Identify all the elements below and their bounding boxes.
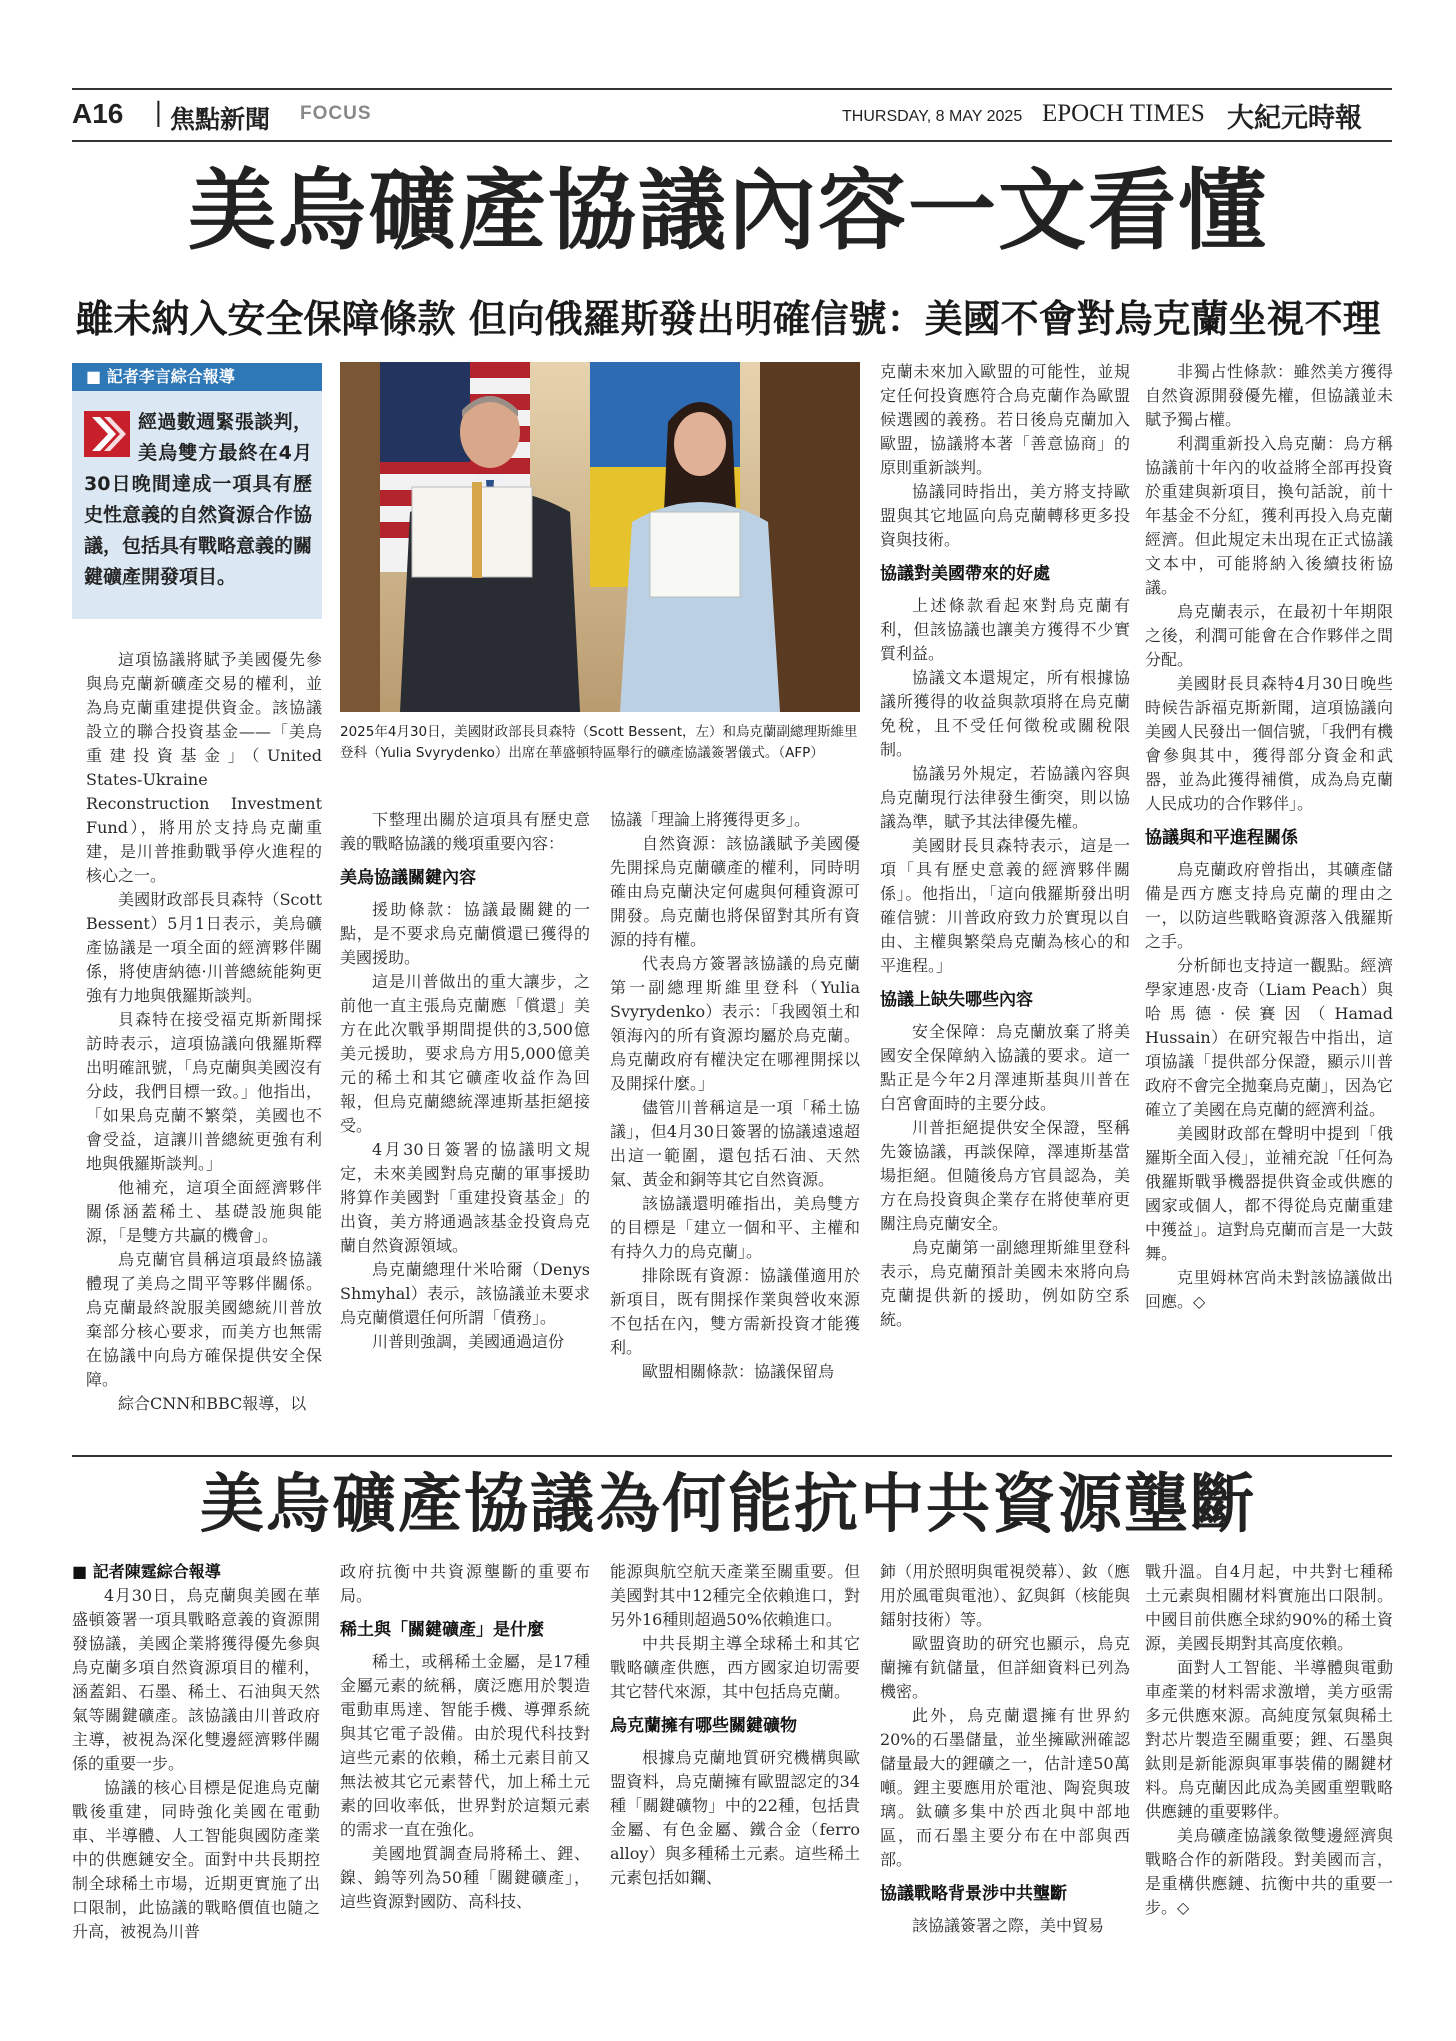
photo-caption: 2025年4月30日，美國財政部長貝森特（Scott Bessent，左）和烏克蘭副總理斯維里登科（Yulia Svyrydenko）出席在華盛頓特區舉行的礦產協議簽署儀式。（AFP） <box>340 724 858 761</box>
paragraph: 儘管川普稱這是一項「稀土協議」，但4月30日簽署的協議遠遠超出這一範圍，還包括石油、天然氣、黃金和銅等其它自然資源。 <box>610 1098 860 1189</box>
article2-column-3 <box>610 1560 860 1890</box>
paragraph: 烏克蘭表示，在最初十年期限之後，利潤可能會在合作夥伴之間分配。 <box>1145 602 1393 669</box>
issue-date: THURSDAY, 8 MAY 2025 <box>842 108 1023 125</box>
paragraph: 非獨占性條款：雖然美方獲得自然資源開發優先權，但協議並未賦予獨占權。 <box>1145 362 1393 429</box>
paragraph: 綜合CNN和BBC報導，以 <box>118 1394 307 1413</box>
paragraph: 安全保障：烏克蘭放棄了將美國安全保障納入協議的要求。這一點正是今年2月澤連斯基與川普在白宮會面時的主要分歧。 <box>880 1022 1130 1113</box>
paragraph: 貝森特在接受福克斯新聞採訪時表示，這項協議向俄羅斯釋出明確訊號，「烏克蘭與美國沒有分歧，我們目標一致。」他指出，「如果烏克蘭不繁榮，美國也不會受益，這讓川普總統更強有利地與俄羅斯談判。」 <box>86 1010 322 1173</box>
paragraph: 政府抗衡中共資源壟斷的重要布局。 <box>340 1562 590 1605</box>
paragraph: 烏克蘭總理什米哈爾（Denys Shmyhal）表示，該協議並未要求烏克蘭償還任何所謂「債務」。 <box>340 1260 590 1327</box>
paragraph: 該協議還明確指出，美烏雙方的目標是「建立一個和平、主權和有持久力的烏克蘭」。 <box>610 1194 860 1261</box>
article-column-4 <box>880 360 1130 1332</box>
paragraph: 協議的核心目標是促進烏克蘭戰後重建，同時強化美國在電動車、半導體、人工智能與國防產業中的供應鏈安全。面對中共長期控制全球稀土市場，近期更實施了出口限制，此協議的戰略價值也隨之升高，被視為川普 <box>72 1778 320 1941</box>
paragraph: 利潤重新投入烏克蘭：烏方稱協議前十年內的收益將全部再投資於重建與新項目，換句話說，前十年基金不分紅，獲利再投入烏克蘭經濟。但此規定未出現在正式協議文本中，可能將納入後續技術協議。 <box>1145 434 1393 597</box>
paragraph: 協議另外規定，若協議內容與烏克蘭現行法律發生衝突，則以協議為準，賦予其法律優先權。 <box>880 764 1130 831</box>
masthead <box>72 88 1392 142</box>
paragraph: 分析師也支持這一觀點。經濟學家連恩·皮奇（Liam Peach）與哈馬德·侯賽因（Hamad Hussain）在研究報告中指出，這項協議「提供部分保證，顯示川普政府不會完全拋棄烏克蘭」，因為它確立了美國在烏克蘭的經濟利益。 <box>1145 956 1394 1119</box>
paragraph: 鈰（用於照明與電視熒幕）、釹（應用於風電與電池）、釔與鉺（核能與鐳射技術）等。 <box>880 1562 1130 1629</box>
paragraph: 烏克蘭第一副總理斯維里登科表示，烏克蘭預計美國未來將向烏克蘭提供新的援助，例如防空系統。 <box>880 1238 1130 1329</box>
paragraph: 美國財長貝森特4月30日晚些時候告訴福克斯新聞，這項協議向美國人民發出一個信號，「我們有機會參與其中，獲得部分資金和武器，並為此獲得補償，成為烏克蘭人民成功的合作夥伴」。 <box>1145 674 1394 813</box>
paragraph: 協議「理論上將獲得更多」。 <box>610 810 811 829</box>
article2-headline: 美烏礦產協議為何能抗中共資源壟斷 <box>200 1467 1256 1542</box>
paragraph: 協議同時指出，美方將支持歐盟與其它地區向烏克蘭轉移更多投資與技術。 <box>880 482 1130 549</box>
paragraph: 川普拒絕提供安全保證，堅稱先簽協議，再談保障，澤連斯基當場拒絕。但隨後烏方官員認為，美方在烏投資與企業存在將使華府更關注烏克蘭安全。 <box>880 1118 1130 1233</box>
paragraph: 歐盟資助的研究也顯示，烏克蘭擁有鈧儲量，但詳細資料已列為機密。 <box>880 1634 1130 1701</box>
section-subheading: 協議與和平進程關係 <box>1145 828 1298 848</box>
article-column-1 <box>86 648 322 1416</box>
paragraph: 自然資源：該協議賦予美國優先開採烏克蘭礦產的權利，同時明確由烏克蘭決定何處與何種資源可開發。烏克蘭也將保留對其所有資源的持有權。 <box>610 834 860 949</box>
paragraph: 美國財政部在聲明中提到「俄羅斯全面入侵」，並補充說「任何為俄羅斯戰爭機器提供資金或供應的國家或個人，都不得從烏克蘭重建中獲益」。這對烏克蘭而言是一大鼓舞。 <box>1145 1124 1394 1263</box>
paragraph: 該協議簽署之際，美中貿易 <box>912 1916 1105 1935</box>
lead-text: 經過數週緊張談判，美烏雙方最終在4月30日晚間達成一項具有歷史性意義的自然資源合作協議，包括具有戰略意義的關鍵礦產開發項目。 <box>84 411 313 588</box>
paragraph: 川普則強調，美國通過這份 <box>372 1332 565 1351</box>
paragraph: 4月30日，烏克蘭與美國在華盛頓簽署一項具戰略意義的資源開發協議，美國企業將獲得優先參與烏克蘭多項自然資源項目的權利，涵蓋鋁、石墨、稀土、石油與天然氣等關鍵礦產。該協議由川普政府主導，被視為深化雙邊經濟夥伴關係的重要一步。 <box>72 1586 320 1773</box>
paragraph: 他補充，這項全面經濟夥伴關係涵蓋稀土、基礎設施與能源，「是雙方共贏的機會」。 <box>86 1178 322 1245</box>
paragraph: 下整理出關於這項具有歷史意義的戰略協議的幾項重要內容： <box>340 810 590 853</box>
paragraph: 克蘭未來加入歐盟的可能性，並規定任何投資應符合烏克蘭作為歐盟候選國的義務。若日後烏克蘭加入歐盟，協議將本著「善意協商」的原則重新談判。 <box>880 362 1130 477</box>
paragraph: 4月30日簽署的協議明文規定，未來美國對烏克蘭的軍事援助將算作美國對「重建投資基金」的出資，美方將通過該基金投資烏克蘭自然資源領域。 <box>340 1140 590 1255</box>
section-subheading: 稀土與「關鍵礦產」是什麼 <box>340 1620 544 1640</box>
paper-name-en: EPOCH TIMES <box>1042 100 1205 127</box>
paragraph: 稀土，或稱稀土金屬，是17種金屬元素的統稱，廣泛應用於製造電動車馬達、智能手機、導彈系統與其它電子設備。由於現代科技對這些元素的依賴，稀土元素目前又無法被其它元素替代，加上稀土元素的回收率低，世界對於這類元素的需求一直在強化。 <box>340 1652 590 1839</box>
article2-column-4 <box>880 1560 1130 1938</box>
paper-name-zh: 大紀元時報 <box>1227 103 1362 134</box>
section-divider <box>72 1455 1392 1457</box>
paragraph: 烏克蘭官員稱這項最終協議體現了美烏之間平等夥伴關係。烏克蘭最終說服美國總統川普放棄部分核心要求，而美方也無需在協議中向烏方確保提供安全保障。 <box>86 1250 322 1389</box>
paragraph: 援助條款：協議最關鍵的一點，是不要求烏克蘭償還已獲得的美國援助。 <box>340 900 590 967</box>
chevron-right-icon <box>84 411 130 457</box>
paragraph: 能源與航空航天產業至關重要。但美國對其中12種完全依賴進口，對另外16種則超過50%依賴進口。 <box>610 1562 860 1629</box>
masthead-divider: | <box>154 98 163 128</box>
paragraph: 根據烏克蘭地質研究機構與歐盟資料，烏克蘭擁有歐盟認定的34種「關鍵礦物」中的22種，包括貴金屬、有色金屬、鐵合金（ferro alloy）與多種稀土元素。這些稀土元素包括如鑭、 <box>610 1748 860 1887</box>
paragraph: 美烏礦產協議象徵雙邊經濟與戰略合作的新階段。對美國而言，是重構供應鏈、抗衡中共的重要一步。◇ <box>1145 1826 1393 1917</box>
paragraph: 這項協議將賦予美國優先參與烏克蘭新礦產交易的權利，並為烏克蘭重建提供資金。該協議設立的聯合投資基金——「美烏重建投資基金」（United States-Ukraine Reconstruction Investment Fund），將用於支持烏克蘭重建，是川普推動戰爭停火進程的核心之一。 <box>86 650 322 885</box>
paragraph: 上述條款看起來對烏克蘭有利，但該協議也讓美方獲得不少實質利益。 <box>880 596 1130 663</box>
article2-column-1 <box>72 1560 320 1944</box>
paragraph: 排除既有資源：協議僅適用於新項目，既有開採作業與營收來源不包括在內，雙方需新投資才能獲利。 <box>610 1266 860 1357</box>
paragraph: 歐盟相關條款：協議保留烏 <box>642 1362 835 1381</box>
section-subheading: 美烏協議關鍵內容 <box>340 868 476 888</box>
article-subheadline: 雖未納入安全保障條款 但向俄羅斯發出明確信號：美國不會對烏克蘭坐視不理 <box>75 297 1381 341</box>
paragraph: 這是川普做出的重大讓步，之前他一直主張烏克蘭應「償還」美方在此次戰爭期間提供的3,500億美元援助，要求烏方用5,000億美元的稀土和其它礦產收益作為回報，但烏克蘭總統澤連斯基拒絕接受。 <box>340 972 590 1135</box>
paragraph: 中共長期主導全球稀土和其它戰略礦產供應，西方國家迫切需要其它替代來源，其中包括烏克蘭。 <box>610 1634 860 1701</box>
article-headline: 美烏礦產協議內容一文看懂 <box>187 158 1268 262</box>
section-title: 焦點新聞 <box>170 105 271 134</box>
paragraph: 美國地質調查局將稀土、鋰、鎳、鎢等列為50種「關鍵礦產」，這些資源對國防、高科技、 <box>340 1844 590 1911</box>
lead-box <box>72 391 322 619</box>
paragraph: 美國財政部長貝森特（Scott Bessent）5月1日表示，美烏礦產協議是一項全面的經濟夥伴關係，將使唐納德·川普總統能夠更強有力地與俄羅斯談判。 <box>86 890 322 1005</box>
paragraph: 美國財長貝森特表示，這是一項「具有歷史意義的經濟夥伴關係」。他指出，「這向俄羅斯發出明確信號：川普政府致力於實現以自由、主權與繁榮烏克蘭為核心的和平進程。」 <box>880 836 1130 975</box>
paragraph: 烏克蘭政府曾指出，其礦產儲備是西方應支持烏克蘭的理由之一，以防這些戰略資源落入俄羅斯之手。 <box>1145 860 1393 951</box>
paragraph: 協議文本還規定，所有根據協議所獲得的收益與款項將在烏克蘭免稅，且不受任何徵稅或關稅限制。 <box>880 668 1130 759</box>
article2-column-5 <box>1145 1560 1393 1920</box>
section-subheading: 協議對美國帶來的好處 <box>880 564 1050 584</box>
paragraph: 面對人工智能、半導體與電動車產業的材料需求激增，美方亟需多元供應來源。高純度氖氣與稀土對芯片製造至關重要；鋰、石墨與鈦則是新能源與軍事裝備的關鍵材料。烏克蘭因此成為美國重塑戰略供應鏈的重要夥伴。 <box>1145 1658 1393 1821</box>
paragraph: 克里姆林宮尚未對該協議做出回應。◇ <box>1145 1268 1393 1311</box>
paragraph: 戰升溫。自4月起，中共對七種稀土元素與相關材料實施出口限制。中國目前供應全球約90%的稀土資源，美國長期對其高度依賴。 <box>1145 1562 1393 1653</box>
lead-paragraph <box>84 407 312 593</box>
article-byline: ■ 記者李言綜合報導 <box>72 363 322 391</box>
article-column-2 <box>340 808 590 1354</box>
signing-ceremony-photo <box>340 362 860 712</box>
article-column-5 <box>1145 360 1393 1314</box>
paragraph: 代表烏方簽署該協議的烏克蘭第一副總理斯維里登科（Yulia Svyrydenko）表示：「我國領土和領海內的所有資源均屬於烏克蘭。烏克蘭政府有權決定在哪裡開採以及開採什麼。」 <box>610 954 860 1093</box>
section-subheading: 協議上缺失哪些內容 <box>880 990 1033 1010</box>
section-title-en: FOCUS <box>300 103 372 124</box>
article2-column-2 <box>340 1560 590 1914</box>
paragraph: 此外，烏克蘭還擁有世界約20%的石墨儲量，並坐擁歐洲確認儲量最大的鋰礦之一，估計達50萬噸。鋰主要應用於電池、陶瓷與玻璃。鈦礦多集中於西北與中部地區，而石墨主要分布在中部與西部。 <box>880 1706 1130 1869</box>
news-photo <box>340 362 860 712</box>
section-subheading: 烏克蘭擁有哪些關鍵礦物 <box>610 1716 797 1736</box>
article2-byline: ■ 記者陳霆綜合報導 <box>72 1562 221 1581</box>
article-column-3 <box>610 808 860 1384</box>
section-subheading: 協議戰略背景涉中共壟斷 <box>880 1884 1067 1904</box>
page-number: A16 <box>72 98 124 129</box>
